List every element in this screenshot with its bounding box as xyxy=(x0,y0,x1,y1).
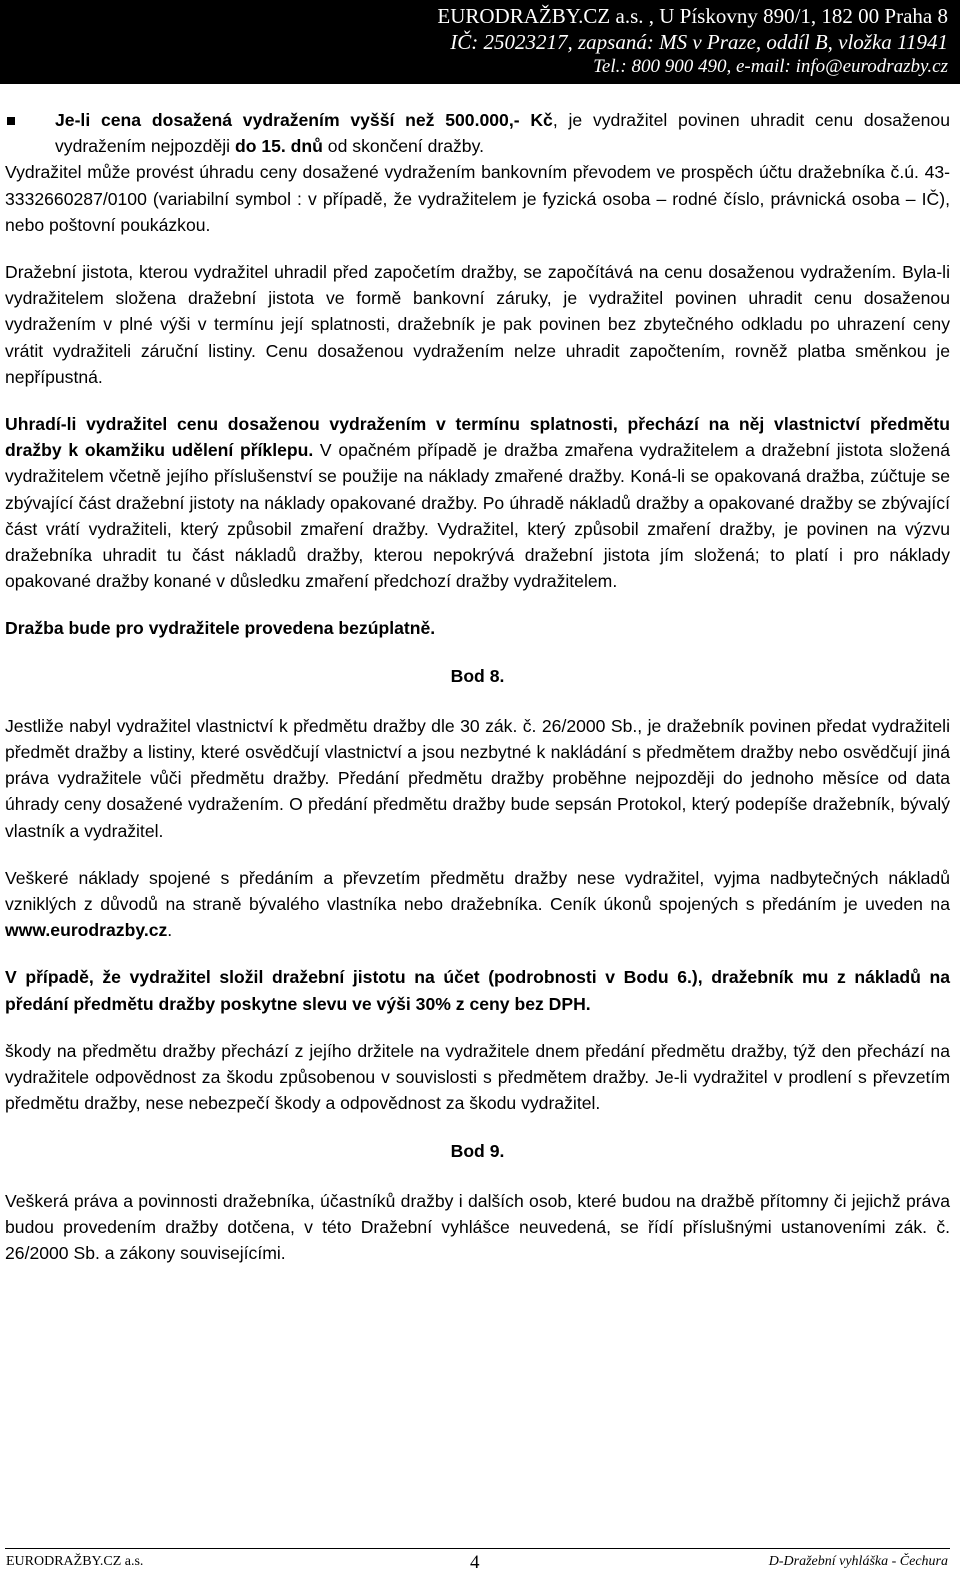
company-contact: Tel.: 800 900 490, e-mail: info@eurodrazby.cz xyxy=(593,56,948,77)
website-link[interactable]: www.eurodrazby.cz xyxy=(5,920,168,941)
bullet-text xyxy=(5,107,950,159)
paragraph-other-rights: Veškerá práva a povinnosti dražebníka, účastníků dražby i dalších osob, které budou na dražbě přítomny či jejichž práva budou provedením dražby dotčena, v této Dražební vyhlášce neuvedená, se řídí příslušnými ustanoveními zák. č. 26/2000 Sb. a zákony souvisejícími. xyxy=(5,1190,950,1264)
bullet-square-icon xyxy=(7,117,15,125)
paragraph-discount: V případě, že vydražitel složil dražební jistotu na účet (podrobnosti v Bodu 6.), dražebník mu z nákladů na předání předmětu dražby poskytne slevu ve výši 30% z ceny bez DPH. xyxy=(5,967,950,1014)
paragraph-handover-costs xyxy=(5,865,950,944)
bullet-bold-amount: Je-li cena dosažená vydražením vyšší než 500.000,- Kč xyxy=(55,110,553,130)
paragraph-payment-methods: Vydražitel může provést úhradu ceny dosažené vydražením bankovním převodem ve prospěch účtu dražebníka č.ú. 43-3332660287/0100 (variabilní symbol : v případě, že vydražitelem je fyzická osoba – rodné číslo, právnická osoba – IČ), nebo poštovní poukázkou. xyxy=(5,162,950,235)
paragraph-auction-deposit: Dražební jistota, kterou vydražitel uhradil před započetím dražby, se započítává na cenu dosaženou vydražením. Byla-li vydražitelem složena dražební jistota ve formě bankovní záruky, je vydražitel povinen uhradit cenu dosaženou vydražením v plné výši v termínu její splatnosti, dražebník je pak povinen bez zbytečného odkladu po uhrazení ceny vrátit vydražiteli záruční listiny. Cenu dosaženou vydražením nelze uhradit započtením, rovněž platba směnkou je nepřípustná. xyxy=(5,262,950,387)
bullet-payment-deadline xyxy=(5,107,950,159)
paragraph-handover: Jestliže nabyl vydražitel vlastnictví k předmětu dražby dle 30 zák. č. 26/2000 Sb., je dražebník povinen předat vydražiteli předmět dražby a listiny, které osvědčují vlastnictví a jsou nezbytné k nakládání s předmětem dražby nebo osvědčují jiná práva vydražitele vůči předmětu dražby. Předání předmětu dražby proběhne nejpozději do jednoho měsíce od data úhrady ceny dosažené vydražením. O předání předmětu dražby bude sepsán Protokol, který podepíše dražebník, bývalý vlastník a vydražitel. xyxy=(5,715,950,841)
handover-costs-text: Veškeré náklady spojené s předáním a převzetím předmětu dražby nese vydražitel, vyjma nadbytečných nákladů vzniklých z důvodů na straně bývalého vlastníka nebo dražebníka. Ceník úkonů spojených s předáním je uveden na xyxy=(5,867,950,915)
bullet-bold-deadline: do 15. dnů xyxy=(234,136,323,157)
ownership-transfer-rest: V opačném případě je dražba zmařena vydražitelem a dražební jistota složená vydražitelem včetně jejího příslušenství se použije na náklady zmařené dražby. Koná-li se opakovaná dražba, zúčtuje se zbývající část dražební jistoty na náklady opakované dražby. Po úhradě nákladů dražby a opakované dražby se zbývající část vrátí vydražiteli, který způsobil zmaření dražby. Vydražitel, který způsobil zmaření dražby, je povinen na výzvu dražebníka uhradit tu část nákladů dražby, kterou nepokrývá dražební jistota jím složená; to platí i pro náklady opakované dražby konané v důsledku zmaření předchozí dražby vydražitelem. xyxy=(5,440,950,592)
page-footer xyxy=(0,1548,960,1581)
document-body xyxy=(5,107,950,1287)
section-heading-bod-9: Bod 9. xyxy=(450,1140,505,1161)
paragraph-free-of-charge: Dražba bude pro vydražitele provedena bezúplatně. xyxy=(5,618,436,639)
handover-costs-end: . xyxy=(167,920,173,941)
paragraph-ownership-transfer xyxy=(5,411,950,594)
ownership-transfer-bold: Uhradí-li vydražitel cenu dosaženou vydražením v termínu splatnosti, přechází na něj vlastnictví předmětu dražby k okamžiku udělení příklepu. xyxy=(5,414,950,461)
bullet-text-end: od skončení dražby. xyxy=(322,136,484,157)
page-number: 4 xyxy=(470,1552,480,1573)
bullet-text-part: , je vydražitel povinen uhradit cenu dosaženou vydražením nejpozději xyxy=(55,110,950,157)
footer-document-name: D-Dražební vyhláška - Čechura xyxy=(768,1554,948,1569)
paragraph-damage-liability: škody na předmětu dražby přechází z jejího držitele na vydražitele dnem předání předmětu dražby, týž den přechází na vydražitele odpovědnost za škodu způsobenou v souvislosti s předmětem dražby. Je-li vydražitel v prodlení s převzetím předmětu dražby, nese nebezpečí škody a odpovědnost za škodu vydražitel. xyxy=(5,1040,950,1114)
section-heading-bod-8: Bod 8. xyxy=(450,665,505,686)
letterhead xyxy=(0,0,960,84)
company-address: EURODRAŽBY.CZ a.s. , U Pískovny 890/1, 182 00 Praha 8 xyxy=(437,4,948,28)
footer-rule xyxy=(5,1548,950,1549)
company-registration: IČ: 25023217, zapsaná: MS v Praze, oddíl B, vložka 11941 xyxy=(450,30,948,54)
footer-company: EURODRAŽBY.CZ a.s. xyxy=(6,1554,144,1569)
